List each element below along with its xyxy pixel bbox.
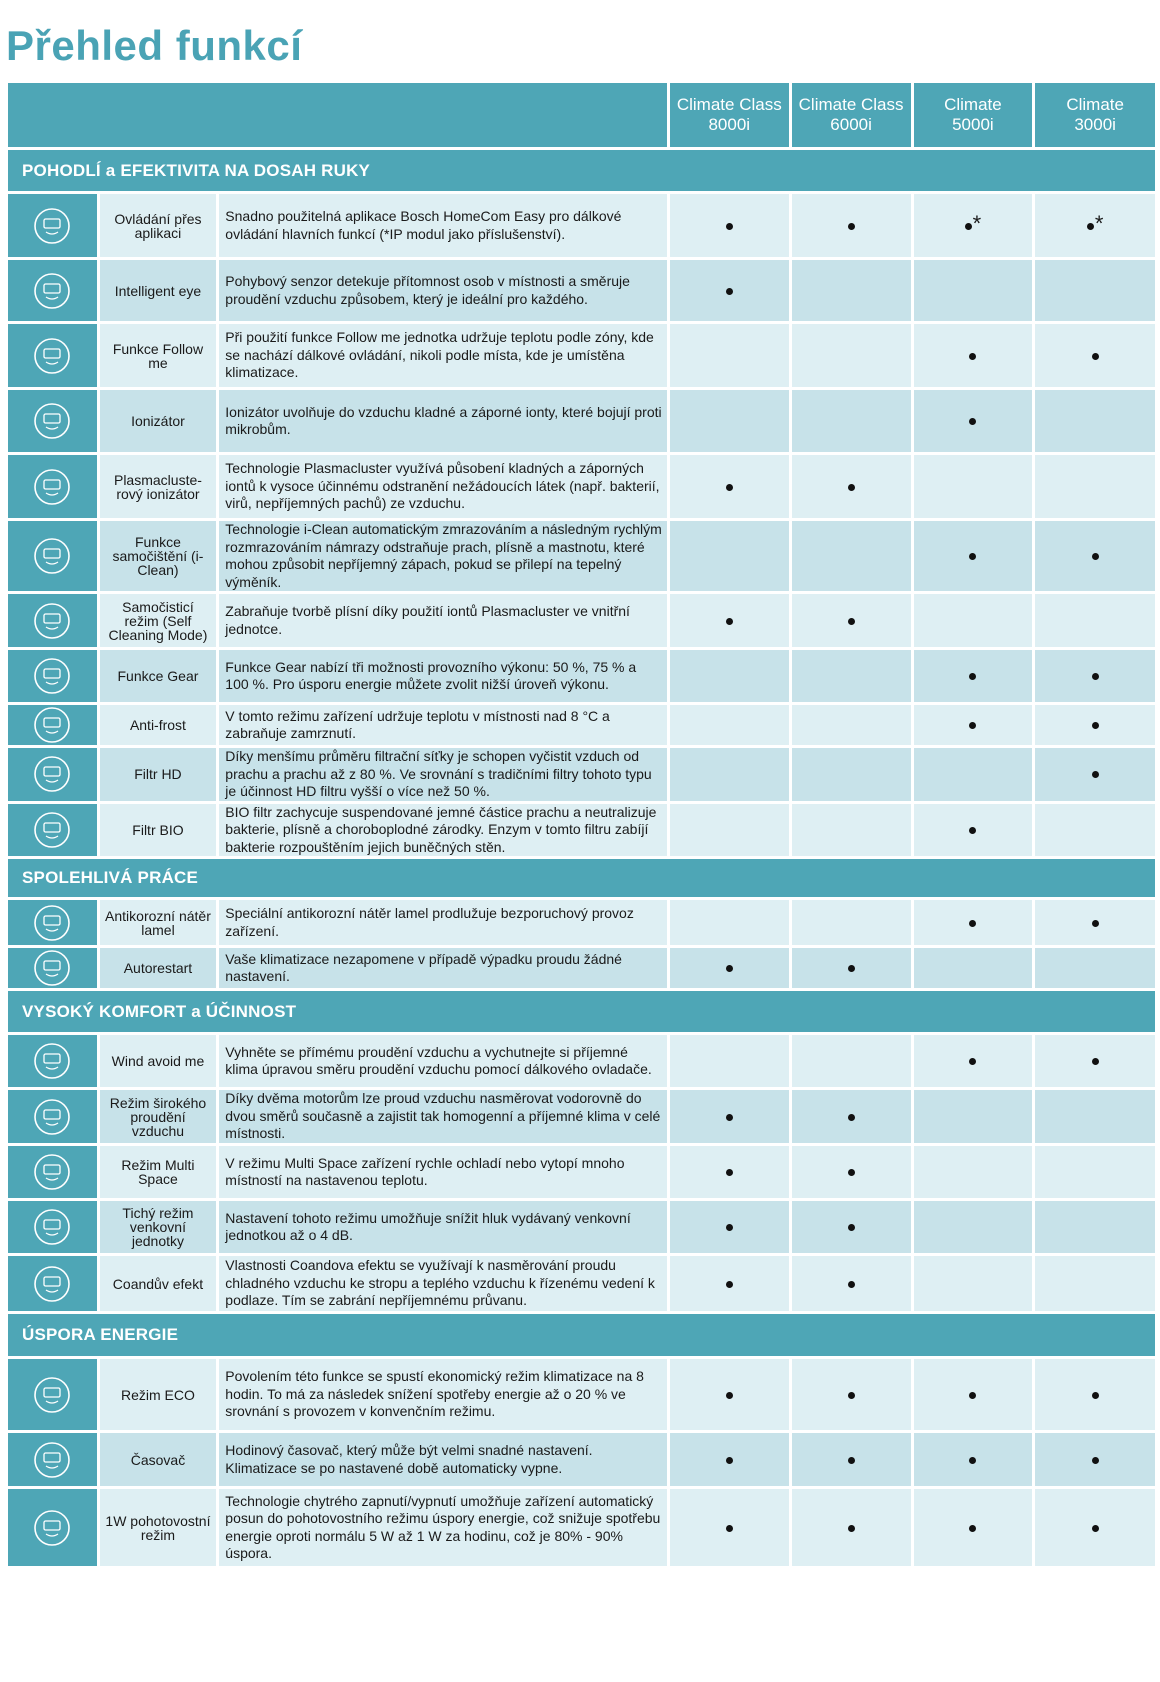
availability-cell <box>1035 260 1155 324</box>
feature-row <box>8 1146 1155 1201</box>
hd-filter-icon <box>32 754 72 794</box>
availability-cell <box>670 521 792 594</box>
availability-cell <box>670 594 792 650</box>
availability-cell <box>1035 390 1155 455</box>
icon-cell <box>8 1256 100 1314</box>
icon-cell <box>8 804 100 860</box>
model-header <box>792 83 914 150</box>
icon-cell <box>8 390 100 455</box>
availability-dot <box>969 418 976 425</box>
feature-row <box>8 1201 1155 1256</box>
feature-row <box>8 324 1155 390</box>
feature-name: Filtr HD <box>100 748 220 804</box>
feature-row <box>8 900 1155 948</box>
availability-cell <box>670 390 792 455</box>
availability-cell <box>1035 1489 1155 1569</box>
availability-cell <box>670 705 792 748</box>
multi-space-icon <box>32 1152 72 1192</box>
feature-description: V režimu Multi Space zařízení rychle ochladí nebo vytopí mnoho místností na nastavenou teplotu. <box>219 1146 670 1201</box>
availability-dot <box>1092 920 1099 927</box>
availability-cell <box>1035 594 1155 650</box>
feature-name: Časovač <box>100 1433 220 1489</box>
feature-name: Režim širokého proudění vzduchu <box>100 1090 220 1146</box>
feature-name: Samočisticí režim (Self Cleaning Mode) <box>100 594 220 650</box>
availability-cell <box>670 804 792 860</box>
feature-row <box>8 804 1155 860</box>
icon-cell <box>8 594 100 650</box>
availability-cell <box>1035 1256 1155 1314</box>
feature-description: V tomto režimu zařízení udržuje teplotu v místnosti nad 8 °C a zabraňuje zamrznutí. <box>219 705 670 748</box>
icon-cell <box>8 521 100 594</box>
availability-cell <box>670 324 792 390</box>
icon-cell <box>8 1201 100 1256</box>
availability-dot <box>1092 673 1099 680</box>
availability-dot <box>969 1525 976 1532</box>
availability-cell <box>914 650 1036 705</box>
feature-row <box>8 1035 1155 1090</box>
footnote-asterisk: * <box>1094 211 1104 236</box>
availability-dot <box>1092 1525 1099 1532</box>
availability-dot <box>1092 1457 1099 1464</box>
self-clean-icon <box>32 536 72 576</box>
section-title: ÚSPORA ENERGIE <box>8 1314 1155 1359</box>
availability-cell <box>670 948 792 991</box>
feature-name: Plasmacluste-rový ionizátor <box>100 455 220 521</box>
availability-dot <box>848 223 855 230</box>
availability-cell <box>792 1433 914 1489</box>
availability-dot <box>1092 771 1099 778</box>
anticorrosion-icon <box>32 903 72 943</box>
section-title: POHODLÍ a EFEKTIVITA NA DOSAH RUKY <box>8 150 1155 194</box>
availability-cell <box>670 1035 792 1090</box>
model-header-line: 5000i <box>952 115 994 134</box>
availability-cell <box>1035 194 1155 260</box>
availability-cell <box>1035 650 1155 705</box>
availability-cell <box>792 521 914 594</box>
section-row <box>8 150 1155 194</box>
feature-description: Díky menšímu průměru filtrační síťky je schopen vyčistit vzduch od prachu a prachu až z 80 %. Ve srovnání s tradičními filtry tohoto typu je účinnost HD filtru vyšší o více než 50 %. <box>219 748 670 804</box>
availability-cell <box>792 455 914 521</box>
feature-description: Ionizátor uvolňuje do vzduchu kladné a záporné ionty, které bojují proti mikrobům. <box>219 390 670 455</box>
availability-dot <box>969 353 976 360</box>
availability-cell <box>914 1489 1036 1569</box>
self-cleaning-mode-icon <box>32 601 72 641</box>
availability-dot <box>726 1281 733 1288</box>
feature-row <box>8 1489 1155 1569</box>
availability-cell <box>914 804 1036 860</box>
availability-dot <box>848 1457 855 1464</box>
icon-cell <box>8 455 100 521</box>
availability-cell <box>792 1489 914 1569</box>
availability-cell <box>914 521 1036 594</box>
availability-cell <box>1035 705 1155 748</box>
availability-dot <box>848 965 855 972</box>
model-header <box>670 83 792 150</box>
model-header-line: 8000i <box>708 115 751 134</box>
availability-dot <box>848 484 855 491</box>
feature-description: BIO filtr zachycuje suspendované jemné částice prachu a neutralizuje bakterie, plísně a choroboplodné zárodky. Enzym v tomto filtru zabíjí bakterie rozpouštěním jejich buněčných stěn. <box>219 804 670 860</box>
availability-cell <box>670 455 792 521</box>
icon-cell <box>8 260 100 324</box>
availability-dot <box>726 1457 733 1464</box>
eco-leaf-icon <box>32 1375 72 1415</box>
power-standby-icon <box>32 1508 72 1548</box>
availability-dot <box>1092 1058 1099 1065</box>
feature-description: Snadno použitelná aplikace Bosch HomeCom Easy pro dálkové ovládání hlavních funkcí (*IP modul jako příslušenství). <box>219 194 670 260</box>
availability-dot <box>969 1392 976 1399</box>
feature-name: Ovládání přes aplikaci <box>100 194 220 260</box>
icon-cell <box>8 705 100 748</box>
feature-row <box>8 455 1155 521</box>
availability-dot <box>848 1392 855 1399</box>
availability-cell <box>1035 1201 1155 1256</box>
model-header-line: Climate <box>1066 95 1124 114</box>
availability-cell <box>792 260 914 324</box>
icon-cell <box>8 948 100 991</box>
availability-cell <box>670 1359 792 1433</box>
plasmacluster-icon <box>32 467 72 507</box>
section-row <box>8 991 1155 1035</box>
availability-dot <box>848 1281 855 1288</box>
quiet-mode-icon <box>32 1207 72 1247</box>
model-header-line: 3000i <box>1074 115 1116 134</box>
availability-cell <box>792 324 914 390</box>
availability-cell <box>792 1201 914 1256</box>
feature-description: Vlastnosti Coandova efektu se využívají k nasměrování proudu chladného vzduchu ke stropu a teplého vzduchu k řízenému vedení k podlaze. Tím se zabrání nepříjemnému průvanu. <box>219 1256 670 1314</box>
availability-cell <box>914 455 1036 521</box>
availability-dot <box>726 1224 733 1231</box>
availability-dot <box>848 1224 855 1231</box>
feature-row <box>8 390 1155 455</box>
availability-cell <box>670 194 792 260</box>
availability-dot <box>969 673 976 680</box>
availability-dot <box>1092 353 1099 360</box>
availability-cell <box>914 1359 1036 1433</box>
availability-dot <box>1092 1392 1099 1399</box>
model-header <box>914 83 1036 150</box>
availability-cell <box>914 390 1036 455</box>
feature-name: Coandův efekt <box>100 1256 220 1314</box>
availability-cell <box>792 748 914 804</box>
icon-cell <box>8 650 100 705</box>
availability-cell <box>914 1146 1036 1201</box>
bio-filter-icon <box>32 810 72 850</box>
availability-dot <box>726 1114 733 1121</box>
header-blank <box>8 83 670 150</box>
availability-cell <box>792 1359 914 1433</box>
feature-description: Nastavení tohoto režimu umožňuje snížit hluk vydávaný venkovní jednotkou až o 4 dB. <box>219 1201 670 1256</box>
availability-cell <box>670 1201 792 1256</box>
availability-dot <box>1087 223 1094 230</box>
feature-name: Funkce Gear <box>100 650 220 705</box>
availability-dot <box>726 618 733 625</box>
availability-cell <box>792 194 914 260</box>
model-header-line: Climate Class <box>798 95 904 114</box>
availability-cell <box>914 748 1036 804</box>
feature-description: Hodinový časovač, který může být velmi snadné nastavení. Klimatizace se po nastavené době automaticky vypne. <box>219 1433 670 1489</box>
availability-dot <box>969 920 976 927</box>
remote-control-icon <box>32 336 72 376</box>
availability-cell <box>670 1090 792 1146</box>
availability-cell <box>792 705 914 748</box>
model-header-line: 6000i <box>830 115 872 134</box>
availability-cell <box>914 260 1036 324</box>
feature-description: Funkce Gear nabízí tři možnosti provozního výkonu: 50 %, 75 % a 100 %. Pro úsporu energie můžete zvolit nižší úroveň výkonu. <box>219 650 670 705</box>
feature-row <box>8 1359 1155 1433</box>
availability-cell <box>914 1433 1036 1489</box>
feature-row <box>8 705 1155 748</box>
feature-name: Wind avoid me <box>100 1035 220 1090</box>
feature-description: Vaše klimatizace nezapomene v případě výpadku proudu žádné nastavení. <box>219 948 670 991</box>
availability-dot <box>726 1525 733 1532</box>
availability-cell <box>1035 1359 1155 1433</box>
icon-cell <box>8 900 100 948</box>
model-header-line: Climate Class <box>676 95 782 114</box>
ionizer-icon <box>32 401 72 441</box>
availability-cell <box>1035 324 1155 390</box>
feature-row <box>8 748 1155 804</box>
availability-cell <box>1035 748 1155 804</box>
availability-cell <box>792 1256 914 1314</box>
feature-description: Technologie chytrého zapnutí/vypnutí umožňuje zařízení automatický posun do pohotovostního režimu úspory energie, což snižuje spotřebu energie oproti normálu 5 W až 1 W za hodinu, což je 80% - 90% úspora. <box>219 1489 670 1569</box>
availability-dot <box>848 1525 855 1532</box>
availability-dot <box>969 722 976 729</box>
feature-row <box>8 194 1155 260</box>
availability-dot <box>969 1457 976 1464</box>
icon-cell <box>8 1146 100 1201</box>
feature-row <box>8 948 1155 991</box>
feature-name: Anti-frost <box>100 705 220 748</box>
availability-dot <box>848 1169 855 1176</box>
feature-row <box>8 521 1155 594</box>
feature-description: Díky dvěma motorům lze proud vzduchu nasměrovat vodorovně do dvou směrů současně a zajistit tak homogenní a příjemné klima v celé místnosti. <box>219 1090 670 1146</box>
model-header-line: Climate <box>944 95 1002 114</box>
feature-description: Vyhněte se přímému proudění vzduchu a vychutnejte si příjemné klima úpravou směru proudění vzduchu pomocí dálkového ovladače. <box>219 1035 670 1090</box>
availability-cell <box>792 390 914 455</box>
availability-cell <box>670 650 792 705</box>
model-header <box>1035 83 1155 150</box>
feature-name: Autorestart <box>100 948 220 991</box>
feature-description: Při použití funkce Follow me jednotka udržuje teplotu podle zóny, kde se nachází dálkové ovládání, nikoli podle místa, kde je umístěna klimatizace. <box>219 324 670 390</box>
availability-dot <box>965 223 972 230</box>
availability-dot <box>969 827 976 834</box>
coanda-icon <box>32 1264 72 1304</box>
section-row <box>8 859 1155 900</box>
feature-row <box>8 1090 1155 1146</box>
availability-cell <box>670 748 792 804</box>
motion-sensor-icon <box>32 271 72 311</box>
wind-avoid-icon <box>32 1041 72 1081</box>
availability-cell <box>914 1090 1036 1146</box>
availability-cell <box>792 594 914 650</box>
availability-cell <box>670 1433 792 1489</box>
availability-cell <box>914 594 1036 650</box>
availability-dot <box>726 1169 733 1176</box>
feature-row <box>8 1256 1155 1314</box>
section-title: VYSOKÝ KOMFORT a ÚČINNOST <box>8 991 1155 1035</box>
feature-row <box>8 260 1155 324</box>
availability-cell <box>914 1201 1036 1256</box>
availability-cell <box>1035 900 1155 948</box>
availability-cell <box>792 1035 914 1090</box>
availability-dot <box>726 288 733 295</box>
availability-dot <box>1092 553 1099 560</box>
feature-name: 1W pohotovostní režim <box>100 1489 220 1569</box>
availability-dot <box>726 484 733 491</box>
availability-cell <box>670 1146 792 1201</box>
anti-frost-icon <box>32 705 72 745</box>
availability-cell <box>792 650 914 705</box>
wifi-house-icon <box>32 206 72 246</box>
feature-name: Intelligent eye <box>100 260 220 324</box>
availability-dot <box>969 1058 976 1065</box>
availability-cell <box>792 900 914 948</box>
feature-name: Režim Multi Space <box>100 1146 220 1201</box>
feature-name: Tichý režim venkovní jednotky <box>100 1201 220 1256</box>
wide-airflow-icon <box>32 1097 72 1137</box>
feature-description: Technologie Plasmacluster využívá působení kladných a záporných iontů k vysoce účinnému odstranění nežádoucích látek (např. bakterií, virů, nepříjemných pachů) ze vzduchu. <box>219 455 670 521</box>
availability-dot <box>726 965 733 972</box>
availability-cell <box>914 900 1036 948</box>
footnote-asterisk: * <box>972 211 982 236</box>
feature-name: Ionizátor <box>100 390 220 455</box>
availability-cell <box>914 1035 1036 1090</box>
availability-cell <box>1035 1035 1155 1090</box>
feature-description: Technologie i-Clean automatickým zmrazováním a následným rychlým rozmrazováním námrazy odstraňuje prach, plísně a mastnotu, které mohou způsobit nepříjemný zápach, pokud se přilepí na tepelný výměník. <box>219 521 670 594</box>
feature-name: Režim ECO <box>100 1359 220 1433</box>
availability-cell <box>792 1090 914 1146</box>
availability-cell <box>670 260 792 324</box>
gear-mode-icon <box>32 656 72 696</box>
feature-description: Pohybový senzor detekuje přítomnost osob v místnosti a směruje proudění vzduchu způsobem, který je ideální pro každého. <box>219 260 670 324</box>
availability-dot <box>726 223 733 230</box>
availability-dot <box>848 618 855 625</box>
icon-cell <box>8 324 100 390</box>
availability-cell <box>792 804 914 860</box>
icon-cell <box>8 1090 100 1146</box>
availability-cell <box>914 948 1036 991</box>
availability-cell <box>670 900 792 948</box>
availability-cell <box>914 194 1036 260</box>
feature-name: Funkce samočištění (i-Clean) <box>100 521 220 594</box>
availability-dot <box>848 1114 855 1121</box>
section-row <box>8 1314 1155 1359</box>
feature-row <box>8 650 1155 705</box>
page-title: Přehled funkcí <box>6 22 303 69</box>
autorestart-icon <box>32 948 72 988</box>
section-title: SPOLEHLIVÁ PRÁCE <box>8 859 1155 900</box>
availability-cell <box>914 324 1036 390</box>
icon-cell <box>8 194 100 260</box>
feature-row <box>8 594 1155 650</box>
availability-cell <box>914 705 1036 748</box>
availability-cell <box>792 1146 914 1201</box>
availability-cell <box>1035 1433 1155 1489</box>
feature-name: Funkce Follow me <box>100 324 220 390</box>
feature-name: Filtr BIO <box>100 804 220 860</box>
feature-table <box>8 83 1155 1569</box>
availability-cell <box>1035 948 1155 991</box>
icon-cell <box>8 1489 100 1569</box>
feature-description: Povolením této funkce se spustí ekonomický režim klimatizace na 8 hodin. To má za následek snížení spotřeby energie až o 20 % ve srovnání s provozem v konvenčním režimu. <box>219 1359 670 1433</box>
availability-dot <box>726 1392 733 1399</box>
availability-cell <box>670 1489 792 1569</box>
availability-cell <box>1035 1090 1155 1146</box>
feature-description: Speciální antikorozní nátěr lamel prodlužuje bezporuchový provoz zařízení. <box>219 900 670 948</box>
availability-cell <box>1035 804 1155 860</box>
icon-cell <box>8 1359 100 1433</box>
availability-dot <box>1092 722 1099 729</box>
availability-cell <box>1035 455 1155 521</box>
availability-cell <box>914 1256 1036 1314</box>
feature-description: Zabraňuje tvorbě plísní díky použití iontů Plasmacluster ve vnitřní jednotce. <box>219 594 670 650</box>
icon-cell <box>8 748 100 804</box>
feature-name: Antikorozní nátěr lamel <box>100 900 220 948</box>
availability-cell <box>1035 521 1155 594</box>
availability-cell <box>792 948 914 991</box>
availability-cell <box>1035 1146 1155 1201</box>
icon-cell <box>8 1433 100 1489</box>
availability-cell <box>670 1256 792 1314</box>
icon-cell <box>8 1035 100 1090</box>
timer-icon <box>32 1440 72 1480</box>
availability-dot <box>969 553 976 560</box>
feature-row <box>8 1433 1155 1489</box>
header-row <box>8 83 1155 150</box>
